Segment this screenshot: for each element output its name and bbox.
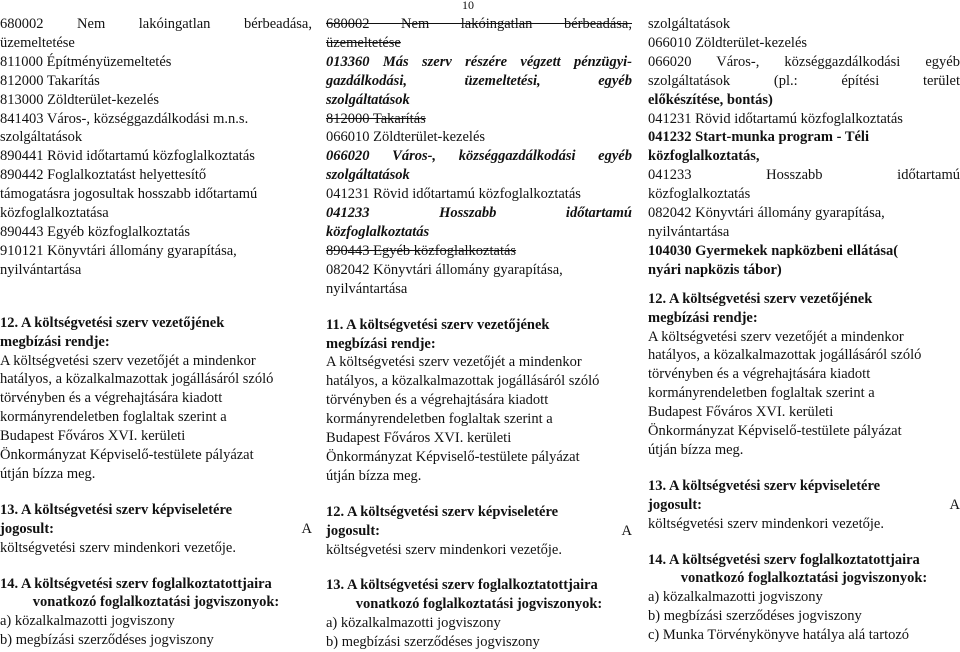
activity-line: nyilvántartása (0, 261, 82, 278)
list-item: b) megbízási szerződéses jogviszony (0, 632, 214, 649)
activity-line: 041231 Rövid időtartamú közfoglalkoztatás (326, 186, 581, 203)
activity-line-new: 041232 Start-munka program - Téli (648, 129, 869, 146)
section-12-title: jogosult: (326, 522, 380, 539)
paragraph-word: A (621, 522, 632, 539)
activity-line: 066010 Zöldterület-kezelés (648, 34, 808, 51)
activity-line: szolgáltatások (0, 129, 83, 146)
section-13-title: jogosult: (0, 520, 54, 537)
activity-line-new: 013360 Más szerv részére végzett pénzügyi- (326, 53, 632, 70)
list-item: a) közalkalmazotti jogviszony (648, 589, 823, 606)
activity-line: nyilvántartása (648, 223, 730, 240)
activity-line: 910121 Könyvtári állomány gyarapítása, (0, 242, 237, 259)
activity-line-new: közfoglalkoztatás, (648, 148, 760, 165)
section-12-title: megbízási rendje: (648, 309, 758, 326)
activity-line: 066020 Város-, községgazdálkodási egyéb (648, 53, 960, 70)
activity-line-new: 104030 Gyermekek napközbeni ellátása( (648, 242, 899, 259)
activity-line: 841403 Város-, községgazdálkodási m.n.s. (0, 110, 249, 127)
activity-line: 890443 Egyéb közfoglalkoztatás (0, 223, 191, 240)
section-13-title: 13. A költségvetési szerv foglalkoztatottjaira (326, 577, 598, 594)
activity-line: közfoglalkoztatása (0, 205, 109, 222)
paragraph-line: költségvetési szerv mindenkori vezetője. (0, 539, 236, 556)
section-14-title: vonatkozó foglalkoztatási jogviszonyok: (32, 594, 280, 611)
paragraph-line: Budapest Főváros XVI. kerületi (648, 404, 834, 421)
paragraph-line: A költségvetési szerv vezetőjét a mindenkor (648, 328, 904, 345)
activity-line: üzemeltetése (0, 34, 75, 51)
activity-line: 066010 Zöldterület-kezelés (326, 129, 486, 146)
section-12-title: megbízási rendje: (0, 333, 110, 350)
column-middle (326, 15, 632, 652)
column-right (648, 15, 960, 645)
activity-line: 082042 Könyvtári állomány gyarapítása, (648, 205, 885, 222)
list-item: b) megbízási szerződéses jogviszony (326, 634, 540, 651)
section-11-title: 11. A költségvetési szerv vezetőjének (326, 316, 550, 333)
page-number: 10 (462, 0, 474, 12)
paragraph-line: költségvetési szerv mindenkori vezetője. (326, 541, 562, 558)
section-11-title: megbízási rendje: (326, 335, 436, 352)
paragraph-word: A (301, 520, 312, 537)
activity-line-struck: 680002 Nem lakóingatlan bérbeadása, (326, 16, 632, 32)
paragraph-line: Önkormányzat Képviselő-testülete pályázat (648, 423, 902, 440)
activity-line: 890441 Rövid időtartamú közfoglalkoztatás (0, 148, 255, 165)
paragraph-line: Budapest Főváros XVI. kerületi (0, 428, 186, 445)
paragraph-line: útján bízza meg. (648, 441, 744, 458)
activity-line: támogatásra jogosultak hosszabb időtartamú (0, 186, 258, 203)
paragraph-line: költségvetési szerv mindenkori vezetője. (648, 515, 884, 532)
paragraph-line: kormányrendeletben foglaltak szerint a (648, 385, 875, 402)
section-12-title: 12. A költségvetési szerv vezetőjének (648, 290, 873, 307)
activity-line-new: szolgáltatások (326, 91, 410, 108)
activity-line: szolgáltatások (648, 16, 731, 32)
activity-line: 041233 Hosszabb időtartamú (648, 167, 960, 184)
paragraph-line: törvényben és a végrehajtására kiadott (326, 392, 549, 409)
activity-line-new: nyári napközis tábor) (648, 261, 782, 278)
paragraph-line: törvényben és a végrehajtására kiadott (648, 366, 871, 383)
activity-line-new: 041233 Hosszabb időtartamú (326, 205, 632, 222)
activity-line: szolgáltatások (pl.: építési terület (648, 72, 960, 89)
activity-line: 890442 Foglalkoztatást helyettesítő (0, 167, 207, 184)
activity-line-new: gazdálkodási, üzemeltetési, egyéb (326, 72, 632, 89)
activity-line: 812000 Takarítás (0, 72, 100, 89)
activity-line-new: szolgáltatások (326, 167, 410, 184)
paragraph-line: Budapest Főváros XVI. kerületi (326, 430, 512, 447)
activity-line-new: közfoglalkoztatás (326, 223, 430, 240)
activity-line-new: előkészítése, bontás) (648, 91, 773, 108)
paragraph-line: A költségvetési szerv vezetőjét a mindenkor (0, 352, 256, 369)
section-13-title: 13. A költségvetési szerv képviseletére (0, 501, 233, 518)
paragraph-line: hatályos, a közalkalmazottak jogállásáról szóló (0, 371, 274, 388)
section-14-title: vonatkozó foglalkoztatási jogviszonyok: (680, 570, 928, 587)
section-14-title: 14. A költségvetési szerv foglalkoztatottjaira (648, 551, 920, 568)
activity-line: 680002 Nem lakóingatlan bérbeadása, (0, 16, 312, 32)
activity-line-new: 066020 Város-, községgazdálkodási egyéb (326, 148, 632, 165)
activity-line-struck: 890443 Egyéb közfoglalkoztatás (326, 242, 517, 259)
column-left (0, 15, 312, 650)
paragraph-line: kormányrendeletben foglaltak szerint a (0, 409, 227, 426)
list-item: c) Munka Törvénykönyve hatálya alá tartozó (648, 627, 910, 644)
paragraph-line: Önkormányzat Képviselő-testülete pályázat (0, 447, 254, 464)
section-13-title: jogosult: (648, 496, 702, 513)
paragraph-line: útján bízza meg. (326, 467, 422, 484)
section-12-title: 12. A költségvetési szerv vezetőjének (0, 314, 225, 331)
paragraph-line: kormányrendeletben foglaltak szerint a (326, 411, 553, 428)
section-13-title: 13. A költségvetési szerv képviseletére (648, 477, 881, 494)
paragraph-line: törvényben és a végrehajtására kiadott (0, 390, 223, 407)
list-item: a) közalkalmazotti jogviszony (0, 613, 175, 630)
activity-line: 041231 Rövid időtartamú közfoglalkoztatás (648, 110, 903, 127)
paragraph-line: hatályos, a közalkalmazottak jogállásáról szóló (326, 373, 600, 390)
paragraph-line: hatályos, a közalkalmazottak jogállásáról szóló (648, 347, 922, 364)
list-item: b) megbízási szerződéses jogviszony (648, 608, 862, 625)
paragraph-line: Önkormányzat Képviselő-testülete pályázat (326, 448, 580, 465)
activity-line-struck: üzemeltetése (326, 34, 401, 51)
paragraph-line: A költségvetési szerv vezetőjét a mindenkor (326, 354, 582, 371)
activity-line-struck: 812000 Takarítás (326, 110, 426, 127)
paragraph-line: útján bízza meg. (0, 465, 96, 482)
section-13-title: vonatkozó foglalkoztatási jogviszonyok: (355, 596, 603, 613)
activity-line: nyilvántartása (326, 280, 408, 297)
paragraph-word: A (949, 496, 960, 513)
activity-line: 811000 Építményüzemeltetés (0, 53, 172, 70)
section-14-title: 14. A költségvetési szerv foglalkoztatottjaira (0, 575, 272, 592)
activity-line: 813000 Zöldterület-kezelés (0, 91, 160, 108)
activity-line: 082042 Könyvtári állomány gyarapítása, (326, 261, 563, 278)
activity-line: közfoglalkoztatás (648, 186, 751, 203)
section-12-title: 12. A költségvetési szerv képviseletére (326, 503, 559, 520)
list-item: a) közalkalmazotti jogviszony (326, 615, 501, 632)
